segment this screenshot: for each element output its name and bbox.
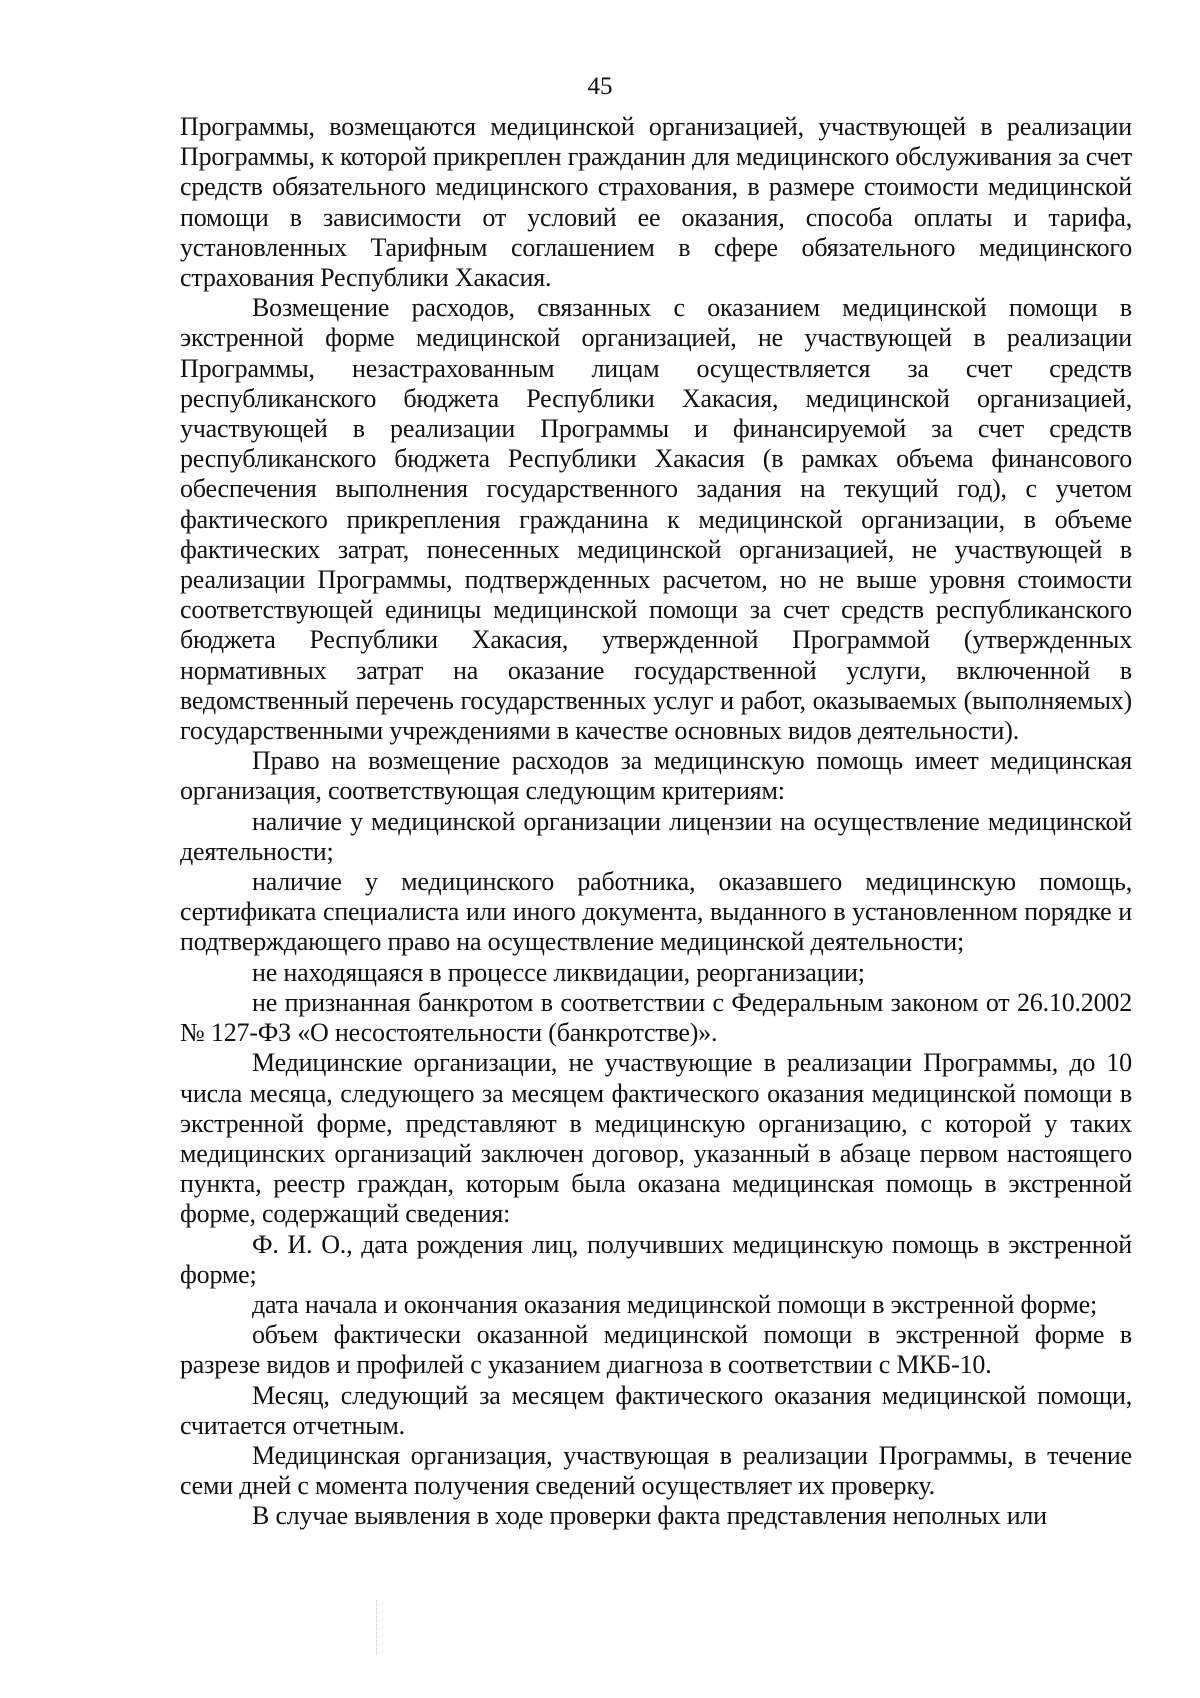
document-body	[180, 112, 1132, 1532]
paragraph: В случае выявления в ходе проверки факта представления неполных или	[252, 1501, 1047, 1531]
paragraph: наличие у медицинского работника, оказавшего медицинскую помощь, сертификата специалиста или иного документа, выданного в установленном порядке и подтверждающего право на осуществление медицинской деятельности;	[180, 867, 1132, 957]
paragraph: Возмещение расходов, связанных с оказанием медицинской помощи в экстренной форме медицинской организацией, не участвующей в реализации Программы, незастрахованным лицам осуществляется за счет средств республиканского бюджета Республики Хакасия, медицинской организацией, участвующей в реализации Программы и финансируемой за счет средств республиканского бюджета Республики Хакасия (в рамках объема финансового обеспечения выполнения государственного задания на текущий год), с учетом фактического прикрепления гражданина к медицинской организации, в объеме фактических затрат, понесенных медицинской организацией, не участвующей в реализации Программы, подтвержденных расчетом, но не выше уровня стоимости соответствующей единицы медицинской помощи за счет средств республиканского бюджета Республики Хакасия, утвержденной Программой (утвержденных нормативных затрат на оказание государственной услуги, включенной в ведомственный перечень государственных услуг и работ, оказываемых (выполняемых) государственными учреждениями в качестве основных видов деятельности).	[180, 293, 1132, 746]
paragraph: объем фактически оказанной медицинской помощи в экстренной форме в разрезе видов и профилей с указанием диагноза в соответствии с МКБ-10.	[180, 1320, 1132, 1380]
paragraph: Медицинская организация, участвующая в реализации Программы, в течение семи дней с момента получения сведений осуществляет их проверку.	[180, 1440, 1132, 1501]
paragraph: не находящаяся в процессе ликвидации, реорганизации;	[252, 957, 865, 987]
page-number: 45	[587, 73, 613, 100]
paragraph: Программы, возмещаются медицинской организацией, участвующей в реализации Программы, к которой прикреплен гражданин для медицинского обслуживания за счет средств обязательного медицинского страхования, в размере стоимости медицинской помощи в зависимости от условий ее оказания, способа оплаты и тарифа, установленных Тарифным соглашением в сфере обязательного медицинского страхования Республики Хакасия.	[180, 112, 1132, 293]
paragraph: наличие у медицинской организации лицензии на осуществление медицинской деятельности;	[180, 806, 1132, 866]
paragraph: Право на возмещение расходов за медицинскую помощь имеет медицинская организация, соответствующая следующим критериям:	[180, 746, 1132, 806]
paragraph: Медицинские организации, не участвующие в реализации Программы, до 10 числа месяца, следующего за месяцем фактического оказания медицинской помощи в экстренной форме, представляют в медицинскую организацию, с которой у таких медицинских организаций заключен договор, указанный в абзаце первом настоящего пункта, реестр граждан, которым была оказана медицинская помощь в экстренной форме, содержащий сведения:	[180, 1048, 1132, 1229]
paragraph: дата начала и окончания оказания медицинской помощи в экстренной форме;	[252, 1289, 1098, 1319]
paragraph: не признанная банкротом в соответствии с Федеральным законом от 26.10.2002 № 127-ФЗ «О несостоятельности (банкротстве)».	[180, 987, 1132, 1048]
scan-artifact	[376, 1600, 378, 1655]
paragraph: Ф. И. О., дата рождения лиц, получивших медицинскую помощь в экстренной форме;	[180, 1229, 1132, 1289]
paragraph: Месяц, следующий за месяцем фактического оказания медицинской помощи, считается отчетным.	[180, 1380, 1132, 1440]
